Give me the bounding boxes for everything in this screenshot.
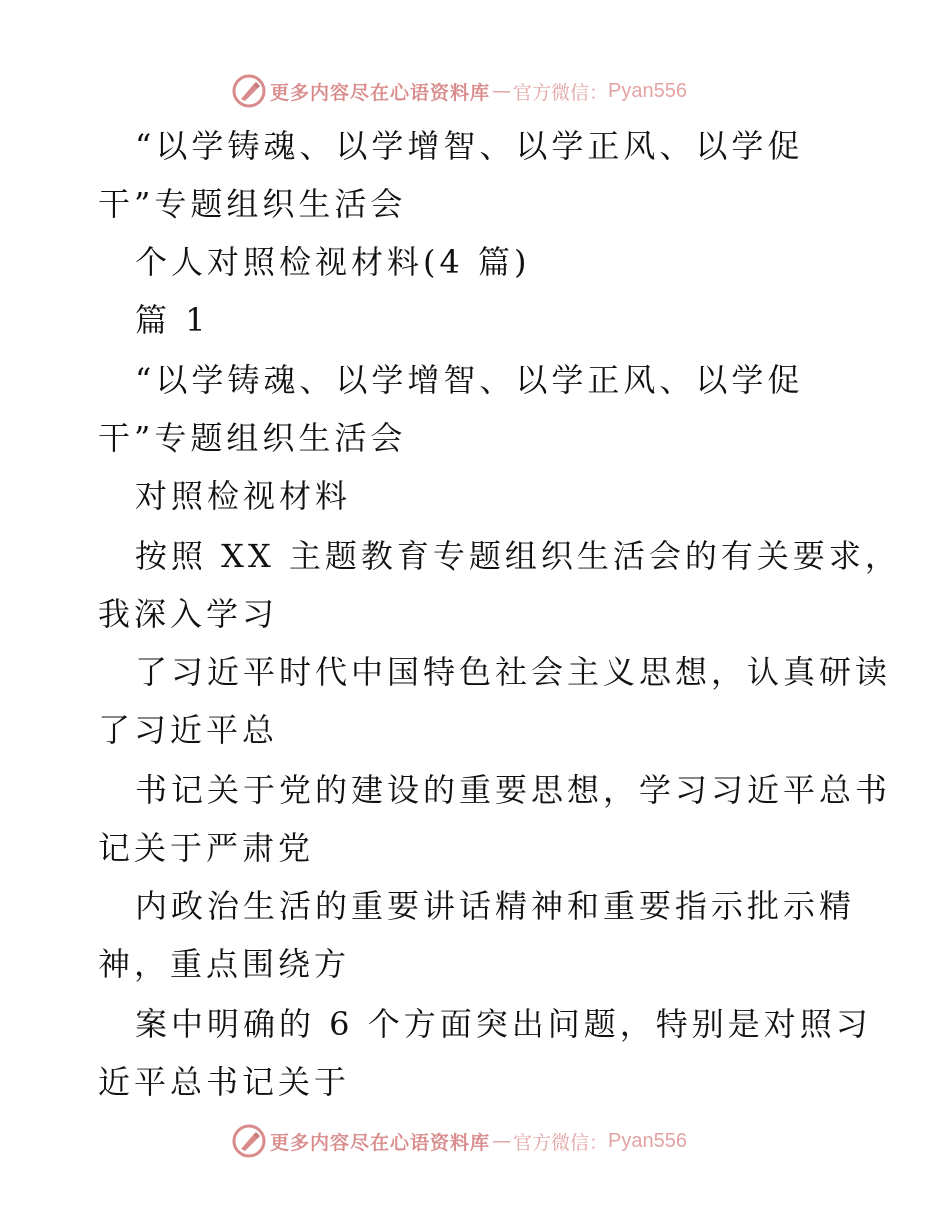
pen-logo-icon — [232, 1124, 266, 1158]
doc-paragraph-line: 我深入学习 — [98, 595, 279, 633]
doc-chapter-heading: 篇 1 — [135, 301, 210, 339]
doc-section-subtitle: 对照检视材料 — [135, 477, 352, 515]
doc-section-title-line-2: 干”专题组织生活会 — [98, 419, 407, 457]
doc-paragraph-line: 按照 XX 主题教育专题组织生活会的有关要求， — [135, 537, 901, 575]
doc-paragraph-line: 内政治生活的重要讲话精神和重要指示批示精 — [135, 887, 856, 925]
doc-paragraph-line: 了习近平时代中国特色社会主义思想，认真研读 — [135, 653, 892, 691]
doc-title-line-2: 干”专题组织生活会 — [98, 185, 407, 223]
doc-paragraph-line: 近平总书记关于 — [98, 1063, 351, 1101]
watermark-main-text: 更多内容尽在心语资料库 — [270, 81, 491, 104]
watermark-wechat-label: 官方微信： — [513, 81, 609, 104]
doc-paragraph-line: 神，重点围绕方 — [98, 945, 351, 983]
doc-subtitle: 个人对照检视材料(4 篇) — [135, 243, 531, 281]
header-watermark — [232, 72, 687, 110]
doc-paragraph-line: 了习近平总 — [98, 711, 279, 749]
watermark-wechat-id: Pyan556 — [608, 79, 687, 102]
doc-section-title-line-1: “以学铸魂、以学增智、以学正风、以学促 — [135, 361, 804, 399]
doc-paragraph-line: 书记关于党的建设的重要思想，学习习近平总书 — [135, 771, 892, 809]
watermark-main-text: 更多内容尽在心语资料库 — [270, 1131, 491, 1154]
footer-watermark — [232, 1122, 687, 1160]
watermark-wechat-label: 官方微信： — [513, 1131, 609, 1154]
pen-logo-icon — [232, 74, 266, 108]
watermark-dash: — — [492, 80, 512, 102]
watermark-dash: — — [492, 1130, 512, 1152]
doc-paragraph-line: 记关于严肃党 — [98, 829, 315, 867]
watermark-wechat-id: Pyan556 — [608, 1129, 687, 1152]
doc-paragraph-line: 案中明确的 6 个方面突出问题，特别是对照习 — [135, 1005, 872, 1043]
doc-title-line-1: “以学铸魂、以学增智、以学正风、以学促 — [135, 127, 804, 165]
